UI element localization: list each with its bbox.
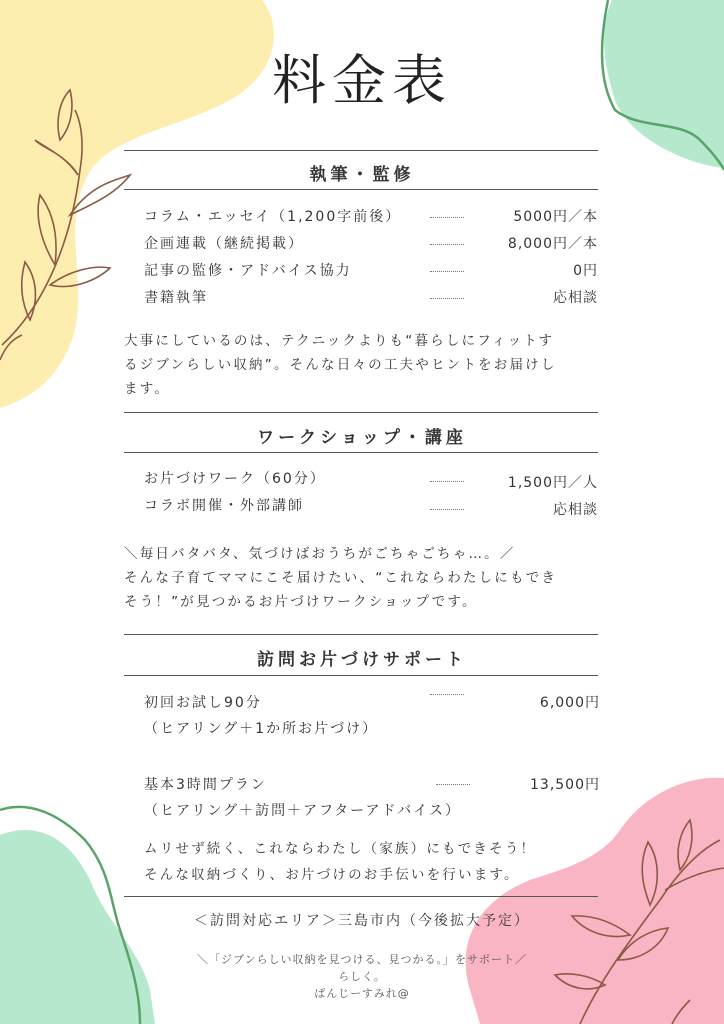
section-divider — [124, 412, 598, 413]
price-item-value: 1,500円／人 — [507, 475, 598, 491]
section-heading-workshop: ワークショップ・講座 — [257, 428, 467, 448]
price-item-label: コラム・エッセイ（1,200字前後） — [144, 209, 402, 225]
description-line: そんな子育てママにこそ届けたい、“これならわたしにもでき — [124, 570, 558, 586]
price-item-label: 企画連載（継続掲載） — [144, 236, 304, 252]
description-line: そんな収納づくり、お片づけのお手伝いを行います。 — [144, 867, 520, 883]
price-item-label: お片づけワーク（60分） — [144, 471, 326, 487]
dot-leader — [430, 694, 464, 695]
dot-leader — [430, 481, 464, 482]
section-divider — [124, 634, 598, 635]
footer — [0, 951, 724, 1002]
section-description-workshop — [124, 542, 557, 614]
price-item-value: 5000円／本 — [513, 209, 598, 225]
price-item-label: 基本3時間プラン — [144, 777, 267, 793]
price-item-value: 応相談 — [553, 502, 598, 518]
price-item-sublabel: （ヒアリング＋1か所お片づけ） — [144, 721, 379, 737]
price-item-label: 記事の監修・アドバイス協力 — [144, 263, 352, 279]
price-item-value: 0円 — [573, 263, 598, 279]
dot-leader — [430, 298, 464, 299]
footer-tagline: ＼「ジブンらしい収納を見つける、見つかる。」をサポート／ — [196, 953, 528, 966]
dot-leader — [430, 217, 464, 218]
footer-brand: らしく。 — [338, 970, 386, 983]
dot-leader — [430, 244, 464, 245]
page-title: 料金表 — [272, 49, 452, 112]
section-divider — [124, 189, 598, 190]
description-line: ＼毎日バタバタ、気づけばおうちがごちゃごちゃ…。／ — [124, 546, 516, 562]
price-item-sublabel: （ヒアリング＋訪問＋アフターアドバイス） — [144, 803, 462, 819]
section-divider — [124, 675, 598, 676]
section-divider — [124, 150, 598, 151]
dot-leader — [430, 271, 464, 272]
dot-leader — [430, 509, 464, 510]
section-divider — [124, 896, 598, 897]
section-heading-visit: 訪問お片づけサポート — [257, 650, 467, 670]
price-item-label: 書籍執筆 — [144, 290, 208, 306]
price-item-value: 応相談 — [553, 290, 598, 306]
price-item-value: 8,000円／本 — [507, 236, 598, 252]
description-line: ます。 — [124, 381, 171, 397]
section-heading-writing: 執筆・監修 — [309, 165, 415, 185]
price-item-value: 13,500円 — [530, 777, 600, 793]
section-divider — [124, 452, 598, 453]
service-area-note: ＜訪問対応エリア＞三島市内（今後拡大予定） — [194, 913, 530, 929]
price-item-label: 初回お試し90分 — [144, 695, 262, 711]
section-description-visit — [144, 836, 536, 888]
description-line: 大事にしているのは、テクニックよりも“暮らしにフィットす — [124, 333, 555, 349]
footer-author: ぱんじーすみれ@ — [314, 987, 410, 1000]
price-item-value: 6,000円 — [539, 695, 600, 711]
description-line: そう！”が見つかるお片づけワークショップです。 — [124, 594, 478, 610]
description-line: ムリせず続く、これならわたし（家族）にもできそう！ — [144, 841, 537, 857]
dot-leader — [436, 784, 470, 785]
price-item-label: コラボ開催・外部講師 — [144, 498, 304, 514]
section-description-writing — [124, 329, 557, 401]
description-line: るジブンらしい収納”。そんな日々の工夫やヒントをお届けし — [124, 357, 557, 373]
